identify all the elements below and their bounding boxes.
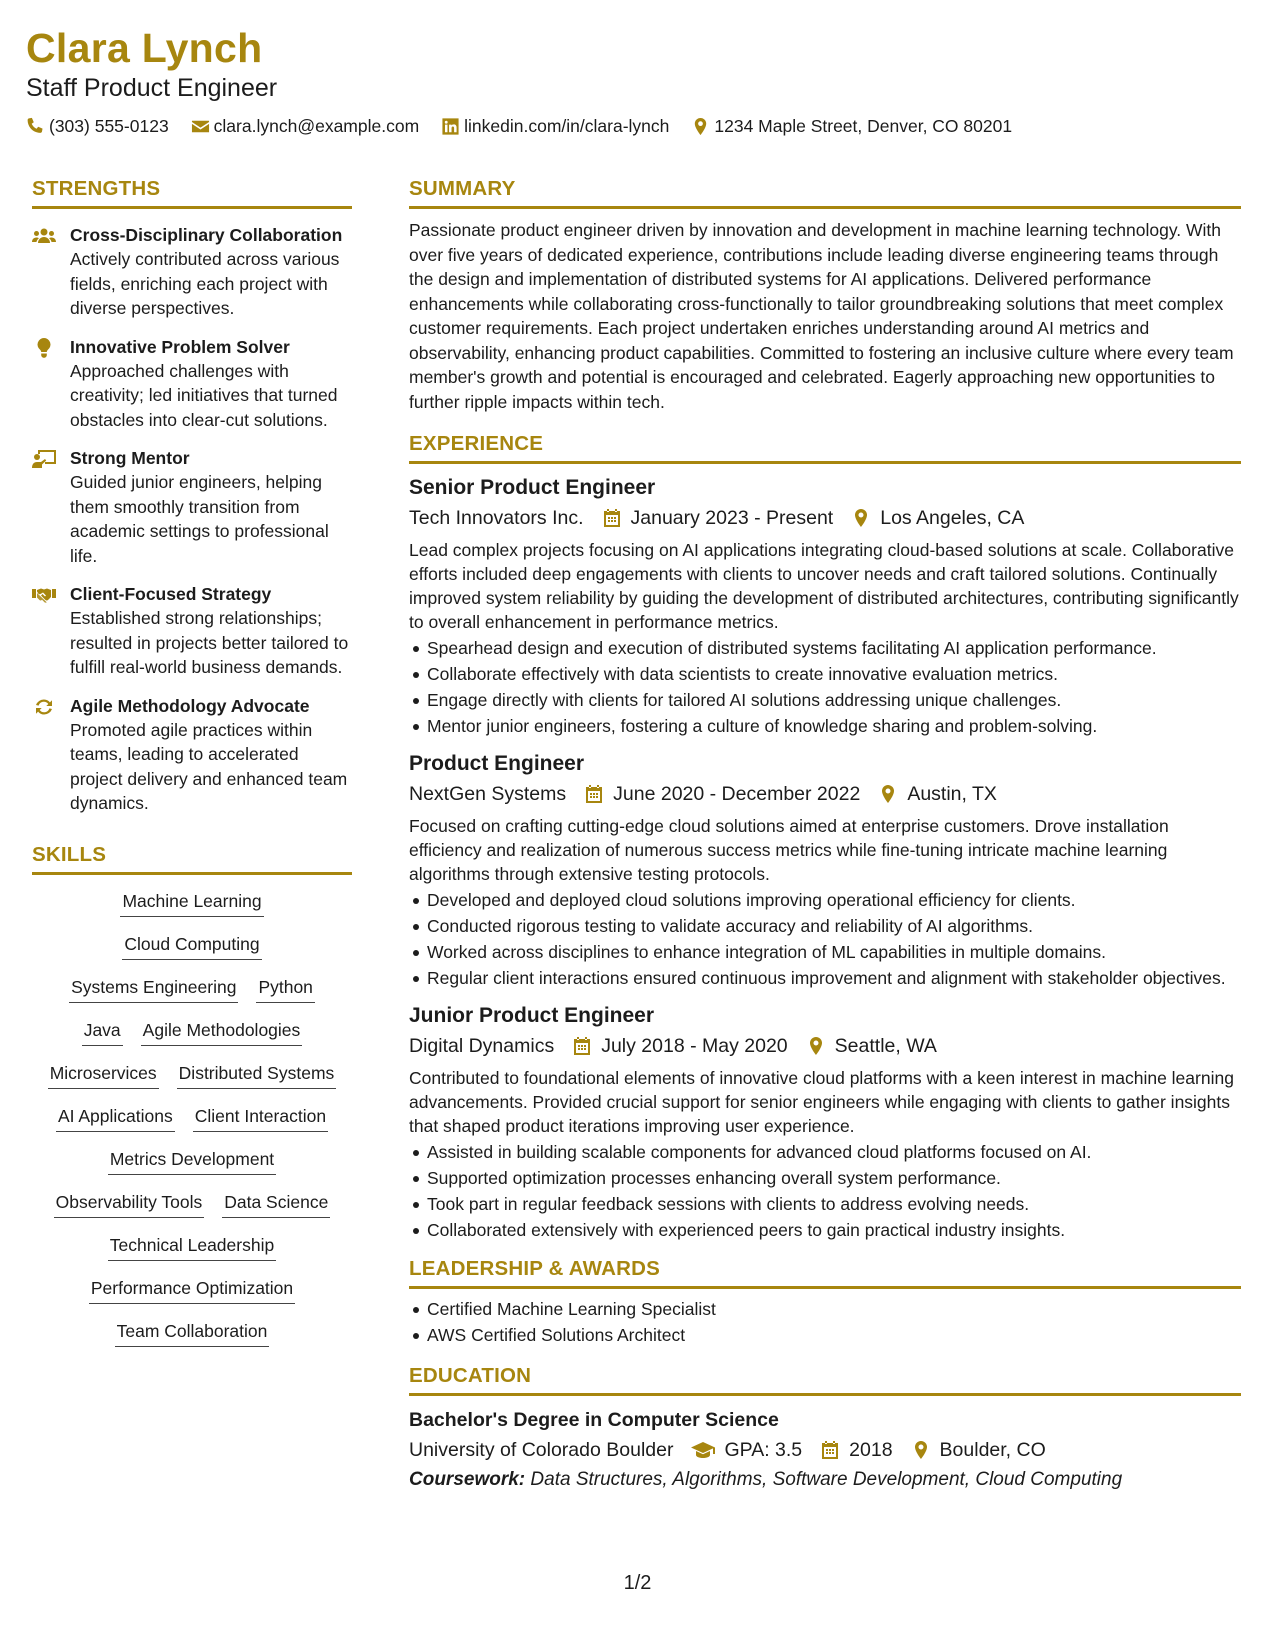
skill-tag: Machine Learning <box>120 889 263 917</box>
skill-tag: Cloud Computing <box>122 932 261 960</box>
bullet-item: Took part in regular feedback sessions with clients to address evolving needs. <box>409 1192 1241 1216</box>
job-meta <box>409 1032 1241 1060</box>
job-description: Contributed to foundational elements of innovative cloud platforms with a keen interest in machine learning advancements. Provided crucial support for senior engineers while engaging with clients to gather insights that shaped product iterations improving user experience. <box>409 1068 1234 1136</box>
bullet-item: Developed and deployed cloud solutions improving operational efficiency for clients. <box>409 888 1241 912</box>
contact-linkedin[interactable] <box>441 114 669 138</box>
envelope-icon <box>191 117 210 136</box>
linkedin-icon <box>441 117 460 136</box>
skill-tag: Technical Leadership <box>108 1233 276 1261</box>
skill-tag: Java <box>82 1018 123 1046</box>
calendar-icon <box>602 508 622 528</box>
bullet-item: Mentor junior engineers, fostering a culture of knowledge sharing and problem-solving. <box>409 714 1241 738</box>
chalkboard-teacher-icon <box>32 449 56 469</box>
awards-heading: LEADERSHIP & AWARDS <box>409 1256 1241 1289</box>
job-location: Los Angeles, CA <box>880 507 1025 529</box>
job-meta <box>409 504 1241 532</box>
calendar-icon <box>584 784 604 804</box>
job-title: Junior Product Engineer <box>409 1004 655 1027</box>
job-dates: January 2023 - Present <box>630 507 834 529</box>
candidate-title: Staff Product Engineer <box>26 74 278 102</box>
bullet-item: Assisted in building scalable components for advanced cloud platforms focused on AI. <box>409 1140 1241 1164</box>
map-pin-icon <box>878 784 898 804</box>
bullet-item: Collaborated extensively with experienced peers to gain practical industry insights. <box>409 1218 1241 1242</box>
skill-tag: Data Science <box>222 1190 330 1218</box>
strength-desc: Promoted agile practices within teams, leading to accelerated project delivery and enhanced team dynamics. <box>70 719 348 813</box>
skill-tag: Observability Tools <box>54 1190 205 1218</box>
skill-tag: Systems Engineering <box>69 975 238 1003</box>
strength-name: Agile Methodology Advocate <box>70 695 310 716</box>
skill-tag: Performance Optimization <box>89 1276 295 1304</box>
degree-name: Bachelor's Degree in Computer Science <box>409 1409 779 1431</box>
summary-text: Passionate product engineer driven by innovation and development in machine learning technology. With over five years of dedicated experience, contributions include leading diverse engineering teams through the design and implementation of distributed systems for AI applications. Delivered performance enhancements while collaborating cross-functionally to tailor groundbreaking solutions that meet complex customer requirements. Each project undertaken enriches understanding around AI metrics and observability, enhancing product capabilities. Committed to fostering an inclusive culture where every team member's growth and potential is encouraged and celebrated. Eagerly approaching new opportunities to further ripple impacts within tech. <box>409 220 1234 412</box>
education-entry <box>409 1406 1241 1494</box>
bullet-item: Supported optimization processes enhancing overall system performance. <box>409 1166 1241 1190</box>
education-heading: EDUCATION <box>409 1363 1241 1396</box>
contact-phone[interactable] <box>26 114 169 138</box>
job-entry <box>409 474 1241 738</box>
summary-heading: SUMMARY <box>409 176 1241 209</box>
coursework <box>409 1466 1241 1494</box>
resume-header <box>26 24 1246 138</box>
candidate-name: Clara Lynch <box>26 25 263 71</box>
handshake-icon <box>32 585 56 605</box>
map-pin-icon <box>851 508 871 528</box>
lightbulb-icon <box>32 338 56 358</box>
graduation-cap-icon <box>691 1440 715 1460</box>
strength-desc: Guided junior engineers, helping them smoothly transition from academic settings to professional life. <box>70 472 329 566</box>
map-pin-icon <box>806 1036 826 1056</box>
phone-text: (303) 555-0123 <box>49 116 169 136</box>
skill-tag: Agile Methodologies <box>141 1018 303 1046</box>
bullet-item: Conducted rigorous testing to validate accuracy and reliability of AI algorithms. <box>409 914 1241 938</box>
awards-list <box>409 1297 1241 1347</box>
coursework-list: Data Structures, Algorithms, Software Development, Cloud Computing <box>530 1469 1123 1490</box>
strength-name: Strong Mentor <box>70 448 190 468</box>
bullet-item: Collaborate effectively with data scientists to create innovative evaluation metrics. <box>409 662 1241 686</box>
gpa-text: GPA: 3.5 <box>724 1439 803 1461</box>
company-name: NextGen Systems <box>409 783 567 805</box>
award-item: AWS Certified Solutions Architect <box>409 1323 1241 1347</box>
strength-item <box>32 335 352 433</box>
award-item: Certified Machine Learning Specialist <box>409 1297 1241 1321</box>
experience-heading: EXPERIENCE <box>409 431 1241 464</box>
strength-item <box>32 446 352 568</box>
page-number: 1/2 <box>623 1572 652 1594</box>
strength-item <box>32 694 352 816</box>
school-location: Boulder, CO <box>939 1439 1046 1461</box>
job-description: Focused on crafting cutting-edge cloud solutions aimed at enterprise customers. Drove installation efficiency and realization of numerous success metrics while fine-tuning intricate machine learning algorithms through extensive testing protocols. <box>409 816 1169 884</box>
skill-tag: Client Interaction <box>193 1104 328 1132</box>
job-dates: July 2018 - May 2020 <box>601 1035 788 1057</box>
calendar-icon <box>572 1036 592 1056</box>
job-bullets <box>409 636 1241 738</box>
map-pin-icon <box>691 117 710 136</box>
skill-tag: AI Applications <box>56 1104 175 1132</box>
strengths-heading: STRENGTHS <box>32 176 352 209</box>
right-column <box>409 176 1241 1494</box>
contact-address <box>691 114 1012 138</box>
address-text: 1234 Maple Street, Denver, CO 80201 <box>714 116 1013 136</box>
graduation-year: 2018 <box>849 1439 893 1461</box>
job-dates: June 2020 - December 2022 <box>613 783 861 805</box>
company-name: Digital Dynamics <box>409 1035 555 1057</box>
strength-name: Cross-Disciplinary Collaboration <box>70 225 343 245</box>
strength-desc: Approached challenges with creativity; led initiatives that turned obstacles into clear-cut solutions. <box>70 360 338 430</box>
users-icon <box>32 226 56 246</box>
contact-bar <box>26 114 1246 138</box>
strength-desc: Established strong relationships; resulted in projects better tailored to fulfill real-world business demands. <box>70 608 349 677</box>
job-bullets <box>409 1140 1241 1242</box>
strength-item <box>32 582 352 680</box>
job-bullets <box>409 888 1241 990</box>
skills-heading: SKILLS <box>32 842 352 875</box>
contact-email[interactable] <box>191 114 419 138</box>
bullet-item: Engage directly with clients for tailored AI solutions addressing unique challenges. <box>409 688 1241 712</box>
skill-tag: Python <box>256 975 314 1003</box>
strength-desc: Actively contributed across various fields, enriching each project with diverse perspectives. <box>70 249 340 318</box>
skills-list <box>32 889 352 1347</box>
left-column <box>32 176 352 1362</box>
job-title: Product Engineer <box>409 752 585 775</box>
phone-icon <box>26 117 45 136</box>
bullet-item: Spearhead design and execution of distributed systems facilitating AI application performance. <box>409 636 1241 660</box>
skill-tag: Metrics Development <box>108 1147 276 1175</box>
strength-item <box>32 223 352 321</box>
education-meta <box>409 1436 1241 1464</box>
calendar-icon <box>820 1440 840 1460</box>
coursework-label: Coursework: <box>409 1469 526 1490</box>
strength-name: Client-Focused Strategy <box>70 584 272 604</box>
linkedin-text: linkedin.com/in/clara-lynch <box>464 116 670 136</box>
job-entry <box>409 1002 1241 1242</box>
bullet-item: Worked across disciplines to enhance integration of ML capabilities in multiple domains. <box>409 940 1241 964</box>
job-location: Austin, TX <box>907 783 997 805</box>
job-description: Lead complex projects focusing on AI applications integrating cloud-based solutions at scale. Collaborative efforts included deep engagements with clients to uncover needs and craft tailored solutions. Continually improved system reliability by guiding the development of distributed architectures, contributing significantly to overall enhancement in performance metrics. <box>409 540 1239 632</box>
bullet-item: Regular client interactions ensured continuous improvement and alignment with stakeholder objectives. <box>409 966 1241 990</box>
school-name: University of Colorado Boulder <box>409 1439 674 1461</box>
company-name: Tech Innovators Inc. <box>409 507 584 529</box>
job-title: Senior Product Engineer <box>409 476 656 499</box>
job-meta <box>409 780 1241 808</box>
skill-tag: Microservices <box>48 1061 159 1089</box>
map-pin-icon <box>911 1440 931 1460</box>
email-text: clara.lynch@example.com <box>213 116 420 136</box>
job-location: Seattle, WA <box>834 1035 937 1057</box>
strength-name: Innovative Problem Solver <box>70 336 290 357</box>
job-entry <box>409 750 1241 990</box>
skill-tag: Team Collaboration <box>115 1319 270 1347</box>
skill-tag: Distributed Systems <box>177 1061 337 1089</box>
sync-icon <box>32 697 56 717</box>
